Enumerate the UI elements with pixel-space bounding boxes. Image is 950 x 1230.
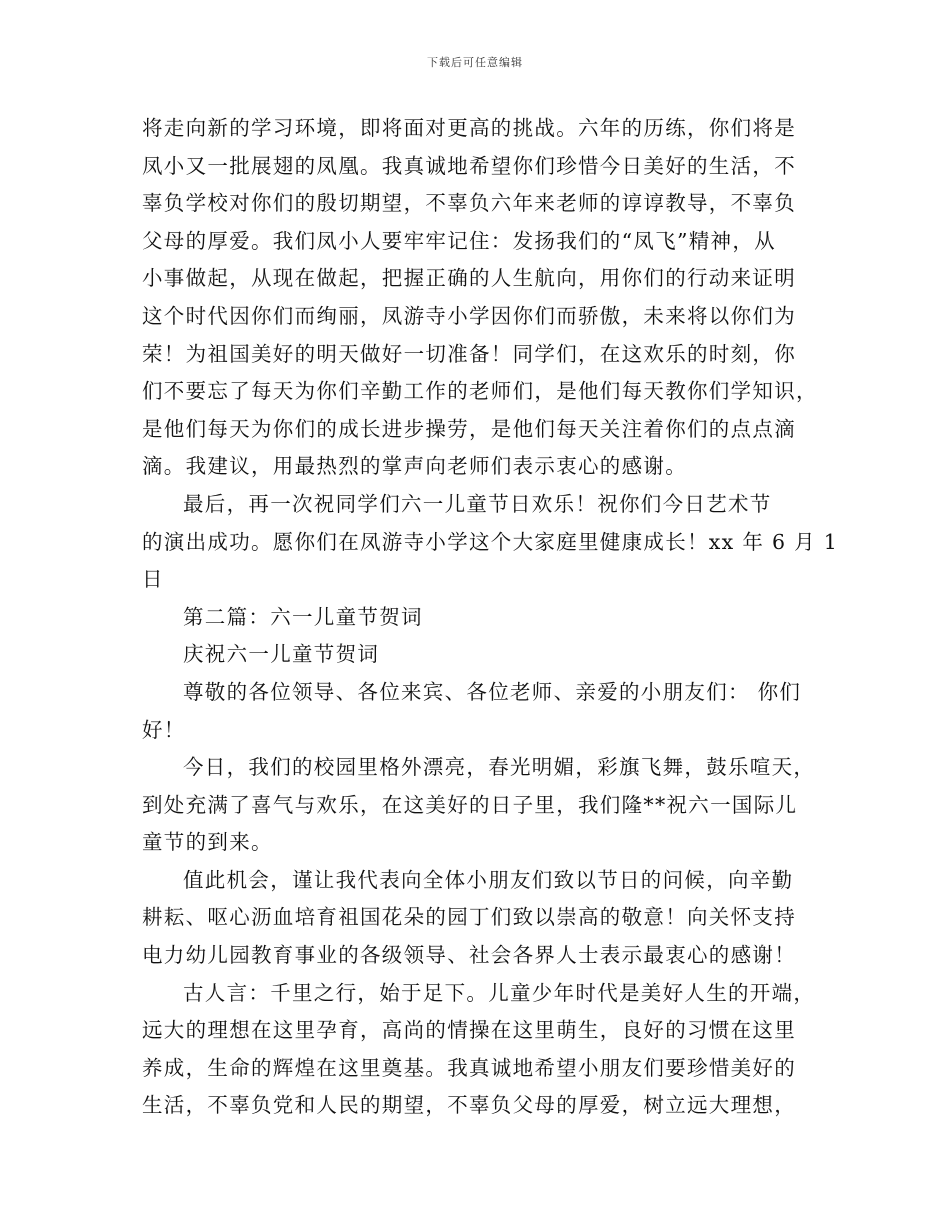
text-line: 养成，生命的辉煌在这里奠基。我真诚地希望小朋友们要珍惜美好的 xyxy=(142,1055,796,1080)
text-line: 的演出成功。愿你们在凤游寺小学这个大家庭里健康成长！xx 年 6 月 1 xyxy=(142,529,839,554)
paragraph xyxy=(142,862,818,975)
text-line: 辜负学校对你们的殷切期望，不辜负六年来老师的谆谆教导，不辜负 xyxy=(142,191,796,216)
text-line: 好！ xyxy=(142,717,186,742)
text-line: 小事做起，从现在做起，把握正确的人生航向，用你们的行动来证明 xyxy=(142,266,796,291)
text-line: 尊敬的各位领导、各位来宾、各位老师、亲爱的小朋友们： 你们 xyxy=(183,679,802,704)
text-line: 日 xyxy=(142,567,164,592)
text-line: 父母的厚爱。我们凤小人要牢牢记住：发扬我们的“凤飞”精神，从 xyxy=(142,228,776,253)
text-line: 庆祝六一儿童节贺词 xyxy=(183,642,380,667)
paragraph xyxy=(142,110,818,486)
text-line: 这个时代因你们而绚丽，凤游寺小学因你们而骄傲，未来将以你们为 xyxy=(142,303,796,328)
text-line: 今日，我们的校园里格外漂亮，春光明媚，彩旗飞舞，鼓乐喧天， xyxy=(183,755,816,780)
greeting-paragraph xyxy=(142,674,818,749)
section-heading xyxy=(142,599,818,637)
paragraph xyxy=(142,486,839,599)
text-line: 凤小又一批展翅的凤凰。我真诚地希望你们珍惜今日美好的生活，不 xyxy=(142,153,796,178)
text-line: 是他们每天为你们的成长进步操劳，是他们每天关注着你们的点点滴 xyxy=(142,416,796,441)
text-line: 电力幼儿园教育事业的各级领导、社会各界人士表示最衷心的感谢！ xyxy=(142,943,796,968)
text-line: 到处充满了喜气与欢乐，在这美好的日子里，我们隆**祝六一国际儿 xyxy=(142,792,798,817)
text-line: 最后，再一次祝同学们六一儿童节日欢乐！祝你们今日艺术节 xyxy=(183,491,772,516)
document-body xyxy=(142,110,839,1125)
text-line: 第二篇：六一儿童节贺词 xyxy=(183,604,423,629)
text-line: 生活，不辜负党和人民的期望，不辜负父母的厚爱，树立远大理想， xyxy=(142,1093,796,1118)
text-line: 滴。我建议，用最热烈的掌声向老师们表示衷心的感谢。 xyxy=(142,454,687,479)
text-line: 值此机会，谨让我代表向全体小朋友们致以节日的问候，向辛勤 xyxy=(183,867,794,892)
text-line: 远大的理想在这里孕育，高尚的情操在这里萌生，良好的习惯在这里 xyxy=(142,1018,796,1043)
text-line: 童节的到来。 xyxy=(142,830,273,855)
text-line: 耕耘、呕心沥血培育祖国花朵的园丁们致以崇高的敬意！向关怀支持 xyxy=(142,905,796,930)
paragraph xyxy=(142,975,818,1125)
text-line: 将走向新的学习环境，即将面对更高的挑战。六年的历练，你们将是 xyxy=(142,116,796,140)
text-line: 古人言：千里之行，始于足下。儿童少年时代是美好人生的开端， xyxy=(183,980,816,1005)
paragraph xyxy=(142,749,818,862)
section-title xyxy=(142,636,818,674)
text-line: 们不要忘了每天为你们辛勤工作的老师们，是他们每天教你们学知识， xyxy=(142,379,818,404)
page-header-note: 下载后可任意编辑 xyxy=(427,56,523,69)
text-line: 荣！为祖国美好的明天做好一切准备！同学们，在这欢乐的时刻，你 xyxy=(142,341,796,366)
